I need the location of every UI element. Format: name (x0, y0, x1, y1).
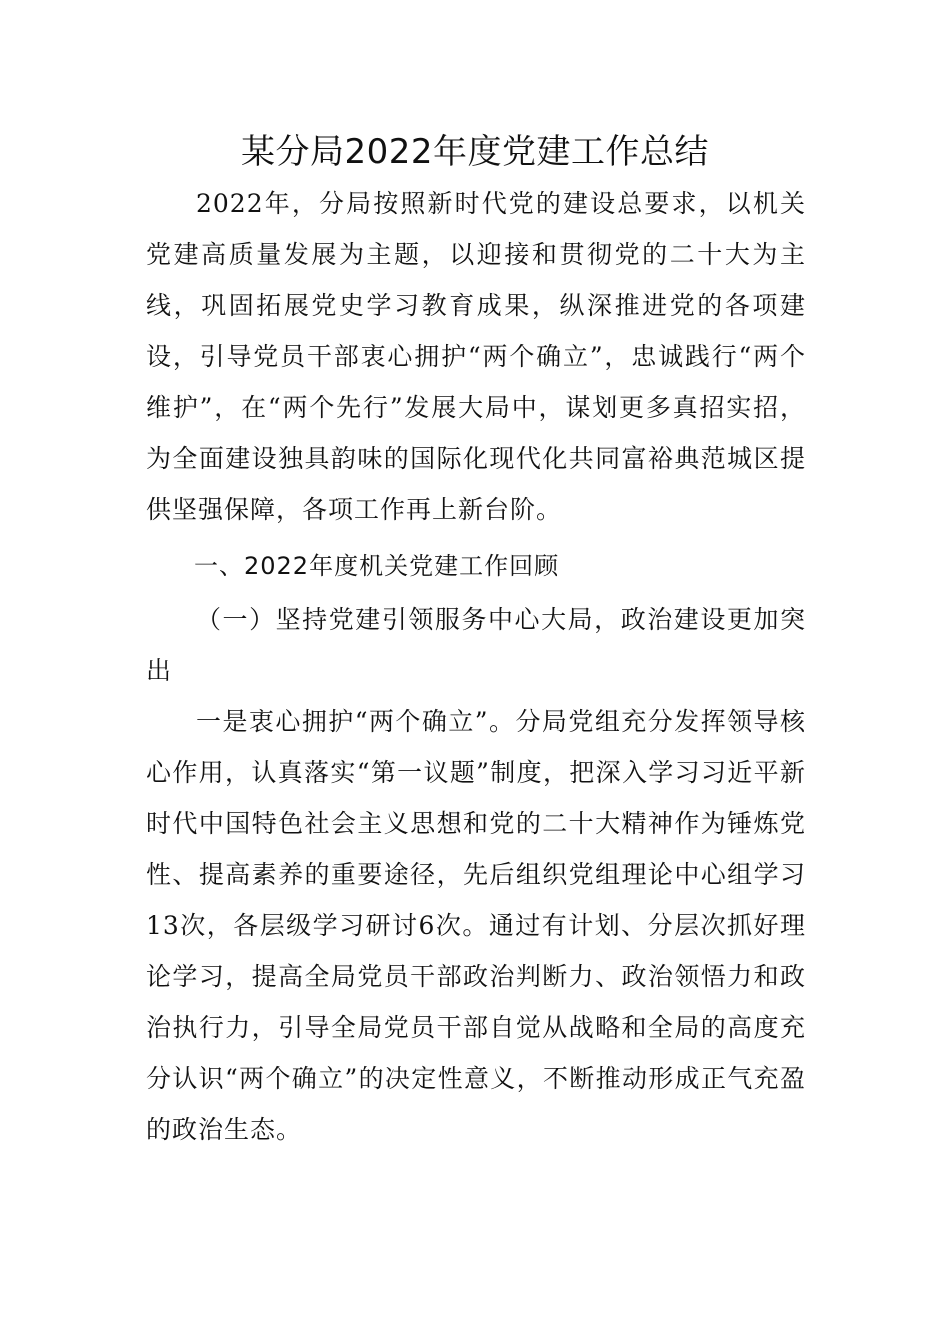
subsection-heading: （一）坚持党建引领服务中心大局，政治建设更加突出 (146, 605, 806, 685)
intro-paragraph: 2022年，分局按照新时代党的建设总要求，以机关党建高质量发展为主题，以迎接和贯彻党的二十大为主线，巩固拓展党史学习教育成果，纵深推进党的各项建设，引导党员干部衷心拥护“两个确立”，忠诚践行“两个维护”，在“两个先行”发展大局中，谋划更多真招实招，为全面建设独具韵味的国际化现代化共同富裕典范城区提供坚强保障，各项工作再上新台阶。 (146, 189, 806, 524)
body-paragraph: 一是衷心拥护“两个确立”。分局党组充分发挥领导核心作用，认真落实“第一议题”制度，把深入学习习近平新时代中国特色社会主义思想和党的二十大精神作为锤炼党性、提高素养的重要途径，先后组织党组理论中心组学习13次，各层级学习研讨6次。通过有计划、分层次抓好理论学习，提高全局党员干部政治判断力、政治领悟力和政治执行力，引导全局党员干部自觉从战略和全局的高度充分认识“两个确立”的决定性意义，不断推动形成正气充盈的政治生态。 (146, 707, 806, 1144)
section-heading: 一、2022年度机关党建工作回顾 (194, 552, 560, 580)
document-body (146, 178, 806, 1155)
document-title: 某分局2022年度党建工作总结 (240, 132, 710, 172)
